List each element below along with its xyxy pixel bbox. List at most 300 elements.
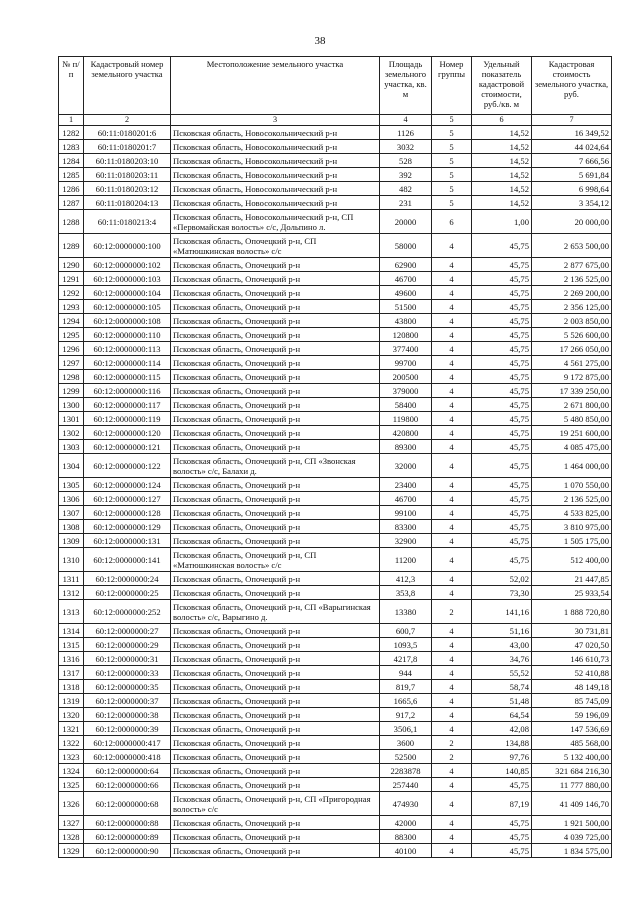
row-number-cell: 1302	[59, 426, 84, 440]
cadastral-number-cell: 60:11:0180203:12	[84, 182, 171, 196]
group-number-cell: 6	[432, 210, 472, 234]
group-number-cell: 4	[432, 342, 472, 356]
table-row	[59, 534, 612, 548]
table-row	[59, 234, 612, 258]
row-number-cell: 1298	[59, 370, 84, 384]
cadastral-value-cell: 321 684 216,30	[532, 764, 612, 778]
header-location: Местоположение земельного участка	[171, 57, 380, 115]
table-row	[59, 638, 612, 652]
cadastral-number-cell: 60:12:0000000:25	[84, 586, 171, 600]
cadastral-number-cell: 60:12:0000000:417	[84, 736, 171, 750]
cadastral-number-cell: 60:12:0000000:119	[84, 412, 171, 426]
location-cell: Псковская область, Опочецкий р-н	[171, 272, 380, 286]
area-cell: 412,3	[380, 572, 432, 586]
area-cell: 200500	[380, 370, 432, 384]
unit-rate-cell: 45,75	[472, 398, 532, 412]
location-cell: Псковская область, Опочецкий р-н, СП «Звонская волость» с/с, Балахи д.	[171, 454, 380, 478]
table-row	[59, 370, 612, 384]
group-number-cell: 5	[432, 154, 472, 168]
cadastral-number-cell: 60:12:0000000:105	[84, 300, 171, 314]
unit-rate-cell: 45,75	[472, 478, 532, 492]
unit-rate-cell: 97,76	[472, 750, 532, 764]
group-number-cell: 2	[432, 600, 472, 624]
cadastral-value-cell: 17 339 250,00	[532, 384, 612, 398]
cadastral-number-cell: 60:11:0180203:11	[84, 168, 171, 182]
unit-rate-cell: 45,75	[472, 234, 532, 258]
row-number-cell: 1305	[59, 478, 84, 492]
location-cell: Псковская область, Опочецкий р-н	[171, 586, 380, 600]
cadastral-value-cell: 4 039 725,00	[532, 830, 612, 844]
row-number-cell: 1320	[59, 708, 84, 722]
cadastral-number-cell: 60:12:0000000:24	[84, 572, 171, 586]
table-row	[59, 830, 612, 844]
group-number-cell: 5	[432, 182, 472, 196]
unit-rate-cell: 45,75	[472, 534, 532, 548]
area-cell: 1093,5	[380, 638, 432, 652]
area-cell: 4217,8	[380, 652, 432, 666]
location-cell: Псковская область, Опочецкий р-н	[171, 506, 380, 520]
row-number-cell: 1286	[59, 182, 84, 196]
area-cell: 119800	[380, 412, 432, 426]
group-number-cell: 4	[432, 520, 472, 534]
row-number-cell: 1291	[59, 272, 84, 286]
location-cell: Псковская область, Опочецкий р-н	[171, 286, 380, 300]
cadastral-value-cell: 1 921 500,00	[532, 816, 612, 830]
area-cell: 51500	[380, 300, 432, 314]
group-number-cell: 4	[432, 328, 472, 342]
unit-rate-cell: 14,52	[472, 168, 532, 182]
location-cell: Псковская область, Опочецкий р-н	[171, 764, 380, 778]
group-number-cell: 4	[432, 384, 472, 398]
row-number-cell: 1325	[59, 778, 84, 792]
table-row	[59, 356, 612, 370]
area-cell: 88300	[380, 830, 432, 844]
row-number-cell: 1316	[59, 652, 84, 666]
cadastral-number-cell: 60:12:0000000:122	[84, 454, 171, 478]
table-row	[59, 520, 612, 534]
group-number-cell: 4	[432, 506, 472, 520]
group-number-cell: 4	[432, 426, 472, 440]
table-row	[59, 300, 612, 314]
group-number-cell: 4	[432, 440, 472, 454]
location-cell: Псковская область, Опочецкий р-н	[171, 638, 380, 652]
table-header-row	[59, 57, 612, 115]
location-cell: Псковская область, Опочецкий р-н	[171, 572, 380, 586]
row-number-cell: 1313	[59, 600, 84, 624]
cadastral-value-cell: 5 526 600,00	[532, 328, 612, 342]
table-row	[59, 314, 612, 328]
location-cell: Псковская область, Опочецкий р-н	[171, 342, 380, 356]
cadastral-number-cell: 60:11:0180204:13	[84, 196, 171, 210]
header-rate: Удельный показатель кадастровой стоимости, руб./кв. м	[472, 57, 532, 115]
cadastral-number-cell: 60:12:0000000:124	[84, 478, 171, 492]
cadastral-value-cell: 3 810 975,00	[532, 520, 612, 534]
column-index: 6	[472, 115, 532, 126]
area-cell: 62900	[380, 258, 432, 272]
cadastral-number-cell: 60:12:0000000:116	[84, 384, 171, 398]
location-cell: Псковская область, Опочецкий р-н	[171, 680, 380, 694]
row-number-cell: 1292	[59, 286, 84, 300]
location-cell: Псковская область, Опочецкий р-н	[171, 652, 380, 666]
row-number-cell: 1282	[59, 126, 84, 140]
table-row	[59, 168, 612, 182]
cadastral-number-cell: 60:12:0000000:33	[84, 666, 171, 680]
cadastral-value-cell: 59 196,09	[532, 708, 612, 722]
unit-rate-cell: 45,75	[472, 816, 532, 830]
cadastral-value-cell: 3 354,12	[532, 196, 612, 210]
row-number-cell: 1328	[59, 830, 84, 844]
unit-rate-cell: 45,75	[472, 342, 532, 356]
cadastral-number-cell: 60:12:0000000:110	[84, 328, 171, 342]
area-cell: 99100	[380, 506, 432, 520]
group-number-cell: 4	[432, 492, 472, 506]
table-row	[59, 182, 612, 196]
row-number-cell: 1308	[59, 520, 84, 534]
area-cell: 43800	[380, 314, 432, 328]
area-cell: 46700	[380, 272, 432, 286]
location-cell: Псковская область, Опочецкий р-н	[171, 844, 380, 858]
location-cell: Псковская область, Опочецкий р-н	[171, 520, 380, 534]
row-number-cell: 1285	[59, 168, 84, 182]
location-cell: Псковская область, Опочецкий р-н	[171, 708, 380, 722]
area-cell: 257440	[380, 778, 432, 792]
column-index: 7	[532, 115, 612, 126]
area-cell: 3032	[380, 140, 432, 154]
row-number-cell: 1287	[59, 196, 84, 210]
group-number-cell: 5	[432, 140, 472, 154]
table-row	[59, 506, 612, 520]
area-cell: 52500	[380, 750, 432, 764]
row-number-cell: 1303	[59, 440, 84, 454]
table-row	[59, 426, 612, 440]
group-number-cell: 4	[432, 830, 472, 844]
cadastral-value-cell: 2 653 500,00	[532, 234, 612, 258]
table-row	[59, 750, 612, 764]
unit-rate-cell: 140,85	[472, 764, 532, 778]
cadastral-number-cell: 60:12:0000000:88	[84, 816, 171, 830]
unit-rate-cell: 43,00	[472, 638, 532, 652]
unit-rate-cell: 45,75	[472, 356, 532, 370]
cadastral-value-cell: 85 745,09	[532, 694, 612, 708]
area-cell: 420800	[380, 426, 432, 440]
area-cell: 1126	[380, 126, 432, 140]
header-area: Площадь земельного участка, кв. м	[380, 57, 432, 115]
table-row	[59, 548, 612, 572]
location-cell: Псковская область, Опочецкий р-н	[171, 356, 380, 370]
table-row	[59, 708, 612, 722]
row-number-cell: 1283	[59, 140, 84, 154]
group-number-cell: 4	[432, 370, 472, 384]
cadastral-value-cell: 52 410,88	[532, 666, 612, 680]
header-cadastral-number: Кадастровый номер земельного участка	[84, 57, 171, 115]
location-cell: Псковская область, Новосокольнический р-н	[171, 154, 380, 168]
unit-rate-cell: 87,19	[472, 792, 532, 816]
unit-rate-cell: 45,75	[472, 520, 532, 534]
area-cell: 392	[380, 168, 432, 182]
unit-rate-cell: 14,52	[472, 140, 532, 154]
table-row	[59, 258, 612, 272]
cadastral-number-cell: 60:12:0000000:129	[84, 520, 171, 534]
cadastral-number-cell: 60:12:0000000:66	[84, 778, 171, 792]
cadastral-value-cell: 5 480 850,00	[532, 412, 612, 426]
unit-rate-cell: 45,75	[472, 454, 532, 478]
header-value: Кадастровая стоимость земельного участка, руб.	[532, 57, 612, 115]
cadastral-number-cell: 60:12:0000000:117	[84, 398, 171, 412]
table-row	[59, 572, 612, 586]
cadastral-value-cell: 2 136 525,00	[532, 272, 612, 286]
location-cell: Псковская область, Опочецкий р-н	[171, 750, 380, 764]
cadastral-number-cell: 60:11:0180201:6	[84, 126, 171, 140]
row-number-cell: 1284	[59, 154, 84, 168]
group-number-cell: 5	[432, 126, 472, 140]
group-number-cell: 4	[432, 454, 472, 478]
header-num: № п/п	[59, 57, 84, 115]
area-cell: 42000	[380, 816, 432, 830]
cadastral-value-cell: 16 349,52	[532, 126, 612, 140]
area-cell: 11200	[380, 548, 432, 572]
area-cell: 231	[380, 196, 432, 210]
group-number-cell: 4	[432, 624, 472, 638]
unit-rate-cell: 45,75	[472, 258, 532, 272]
group-number-cell: 4	[432, 356, 472, 370]
area-cell: 528	[380, 154, 432, 168]
cadastral-number-cell: 60:12:0000000:108	[84, 314, 171, 328]
group-number-cell: 5	[432, 168, 472, 182]
row-number-cell: 1294	[59, 314, 84, 328]
cadastral-value-cell: 2 136 525,00	[532, 492, 612, 506]
location-cell: Псковская область, Опочецкий р-н	[171, 314, 380, 328]
row-number-cell: 1324	[59, 764, 84, 778]
row-number-cell: 1326	[59, 792, 84, 816]
group-number-cell: 4	[432, 258, 472, 272]
table-body	[59, 126, 612, 858]
cadastral-value-cell: 20 000,00	[532, 210, 612, 234]
area-cell: 600,7	[380, 624, 432, 638]
location-cell: Псковская область, Опочецкий р-н	[171, 736, 380, 750]
unit-rate-cell: 45,75	[472, 370, 532, 384]
table-row	[59, 398, 612, 412]
column-index-row	[59, 115, 612, 126]
cadastral-number-cell: 60:12:0000000:252	[84, 600, 171, 624]
table-row	[59, 154, 612, 168]
cadastral-number-cell: 60:12:0000000:39	[84, 722, 171, 736]
cadastral-value-cell: 25 933,54	[532, 586, 612, 600]
cadastral-value-cell: 1 070 550,00	[532, 478, 612, 492]
cadastral-value-cell: 11 777 880,00	[532, 778, 612, 792]
unit-rate-cell: 45,75	[472, 506, 532, 520]
area-cell: 46700	[380, 492, 432, 506]
table-row	[59, 440, 612, 454]
location-cell: Псковская область, Опочецкий р-н, СП «Пригородная волость» с/с	[171, 792, 380, 816]
group-number-cell: 4	[432, 680, 472, 694]
group-number-cell: 5	[432, 196, 472, 210]
table-row	[59, 126, 612, 140]
group-number-cell: 4	[432, 764, 472, 778]
cadastral-value-cell: 5 132 400,00	[532, 750, 612, 764]
unit-rate-cell: 45,75	[472, 272, 532, 286]
area-cell: 40100	[380, 844, 432, 858]
table-row	[59, 600, 612, 624]
cadastral-number-cell: 60:12:0000000:102	[84, 258, 171, 272]
location-cell: Псковская область, Опочецкий р-н	[171, 426, 380, 440]
unit-rate-cell: 1,00	[472, 210, 532, 234]
location-cell: Псковская область, Опочецкий р-н	[171, 258, 380, 272]
column-index: 4	[380, 115, 432, 126]
area-cell: 2283878	[380, 764, 432, 778]
location-cell: Псковская область, Опочецкий р-н, СП «Матюшкинская волость» с/с	[171, 234, 380, 258]
cadastral-value-cell: 48 149,18	[532, 680, 612, 694]
location-cell: Псковская область, Опочецкий р-н	[171, 328, 380, 342]
area-cell: 944	[380, 666, 432, 680]
cadastral-value-cell: 6 998,64	[532, 182, 612, 196]
group-number-cell: 4	[432, 478, 472, 492]
unit-rate-cell: 45,75	[472, 492, 532, 506]
cadastral-number-cell: 60:12:0000000:27	[84, 624, 171, 638]
area-cell: 819,7	[380, 680, 432, 694]
cadastral-value-cell: 2 269 200,00	[532, 286, 612, 300]
cadastral-value-cell: 41 409 146,70	[532, 792, 612, 816]
row-number-cell: 1295	[59, 328, 84, 342]
area-cell: 353,8	[380, 586, 432, 600]
location-cell: Псковская область, Новосокольнический р-н	[171, 168, 380, 182]
row-number-cell: 1289	[59, 234, 84, 258]
cadastral-number-cell: 60:12:0000000:37	[84, 694, 171, 708]
area-cell: 23400	[380, 478, 432, 492]
location-cell: Псковская область, Новосокольнический р-н	[171, 126, 380, 140]
row-number-cell: 1297	[59, 356, 84, 370]
header-group: Номер группы	[432, 57, 472, 115]
group-number-cell: 4	[432, 816, 472, 830]
cadastral-number-cell: 60:12:0000000:64	[84, 764, 171, 778]
row-number-cell: 1293	[59, 300, 84, 314]
unit-rate-cell: 34,76	[472, 652, 532, 666]
table-row	[59, 454, 612, 478]
cadastral-value-cell: 2 671 800,00	[532, 398, 612, 412]
cadastral-number-cell: 60:12:0000000:68	[84, 792, 171, 816]
location-cell: Псковская область, Опочецкий р-н	[171, 440, 380, 454]
cadastral-number-cell: 60:12:0000000:121	[84, 440, 171, 454]
area-cell: 482	[380, 182, 432, 196]
location-cell: Псковская область, Опочецкий р-н	[171, 830, 380, 844]
cadastral-number-cell: 60:11:0180201:7	[84, 140, 171, 154]
area-cell: 32000	[380, 454, 432, 478]
table-row	[59, 478, 612, 492]
row-number-cell: 1312	[59, 586, 84, 600]
cadastral-value-cell: 2 356 125,00	[532, 300, 612, 314]
group-number-cell: 4	[432, 548, 472, 572]
cadastral-value-cell: 1 834 575,00	[532, 844, 612, 858]
cadastral-number-cell: 60:11:0180203:10	[84, 154, 171, 168]
location-cell: Псковская область, Опочецкий р-н	[171, 624, 380, 638]
location-cell: Псковская область, Опочецкий р-н, СП «Матюшкинская волость» с/с	[171, 548, 380, 572]
area-cell: 58400	[380, 398, 432, 412]
group-number-cell: 4	[432, 652, 472, 666]
page-number: 38	[314, 35, 326, 47]
cadastral-value-cell: 1 464 000,00	[532, 454, 612, 478]
area-cell: 83300	[380, 520, 432, 534]
unit-rate-cell: 51,16	[472, 624, 532, 638]
group-number-cell: 4	[432, 300, 472, 314]
group-number-cell: 4	[432, 534, 472, 548]
cadastral-value-cell: 147 536,69	[532, 722, 612, 736]
row-number-cell: 1315	[59, 638, 84, 652]
unit-rate-cell: 51,48	[472, 694, 532, 708]
table-row	[59, 764, 612, 778]
cadastral-value-cell: 9 172 875,00	[532, 370, 612, 384]
column-index: 2	[84, 115, 171, 126]
table-row	[59, 140, 612, 154]
table-row	[59, 412, 612, 426]
cadastral-value-cell: 146 610,73	[532, 652, 612, 666]
unit-rate-cell: 45,75	[472, 286, 532, 300]
location-cell: Псковская область, Опочецкий р-н	[171, 478, 380, 492]
area-cell: 474930	[380, 792, 432, 816]
unit-rate-cell: 73,30	[472, 586, 532, 600]
group-number-cell: 4	[432, 314, 472, 328]
area-cell: 3506,1	[380, 722, 432, 736]
unit-rate-cell: 45,75	[472, 426, 532, 440]
cadastral-value-cell: 4 085 475,00	[532, 440, 612, 454]
unit-rate-cell: 45,75	[472, 778, 532, 792]
table-row	[59, 624, 612, 638]
area-cell: 89300	[380, 440, 432, 454]
unit-rate-cell: 55,52	[472, 666, 532, 680]
cadastral-number-cell: 60:11:0180213:4	[84, 210, 171, 234]
group-number-cell: 4	[432, 272, 472, 286]
row-number-cell: 1296	[59, 342, 84, 356]
cadastral-number-cell: 60:12:0000000:29	[84, 638, 171, 652]
group-number-cell: 4	[432, 722, 472, 736]
area-cell: 32900	[380, 534, 432, 548]
row-number-cell: 1329	[59, 844, 84, 858]
location-cell: Псковская область, Опочецкий р-н	[171, 534, 380, 548]
group-number-cell: 4	[432, 412, 472, 426]
location-cell: Псковская область, Опочецкий р-н	[171, 694, 380, 708]
area-cell: 3600	[380, 736, 432, 750]
cadastral-value-cell: 19 251 600,00	[532, 426, 612, 440]
cadastral-value-cell: 7 666,56	[532, 154, 612, 168]
location-cell: Псковская область, Опочецкий р-н	[171, 666, 380, 680]
row-number-cell: 1301	[59, 412, 84, 426]
cadastral-number-cell: 60:12:0000000:113	[84, 342, 171, 356]
group-number-cell: 4	[432, 708, 472, 722]
table-row	[59, 384, 612, 398]
cadastral-value-cell: 21 447,85	[532, 572, 612, 586]
group-number-cell: 2	[432, 750, 472, 764]
group-number-cell: 4	[432, 286, 472, 300]
cadastral-number-cell: 60:12:0000000:120	[84, 426, 171, 440]
location-cell: Псковская область, Опочецкий р-н	[171, 722, 380, 736]
area-cell: 377400	[380, 342, 432, 356]
row-number-cell: 1307	[59, 506, 84, 520]
cadastral-value-cell: 5 691,84	[532, 168, 612, 182]
row-number-cell: 1317	[59, 666, 84, 680]
cadastral-value-cell: 1 505 175,00	[532, 534, 612, 548]
table-row	[59, 210, 612, 234]
cadastral-number-cell: 60:12:0000000:35	[84, 680, 171, 694]
area-cell: 20000	[380, 210, 432, 234]
group-number-cell: 4	[432, 694, 472, 708]
group-number-cell: 4	[432, 586, 472, 600]
table-row	[59, 492, 612, 506]
location-cell: Псковская область, Опочецкий р-н	[171, 492, 380, 506]
unit-rate-cell: 14,52	[472, 154, 532, 168]
location-cell: Псковская область, Опочецкий р-н, СП «Варыгинская волость» с/с, Варыгино д.	[171, 600, 380, 624]
cadastral-value-cell: 44 024,64	[532, 140, 612, 154]
location-cell: Псковская область, Опочецкий р-н	[171, 778, 380, 792]
cadastral-value-table	[58, 56, 612, 858]
table-row	[59, 342, 612, 356]
